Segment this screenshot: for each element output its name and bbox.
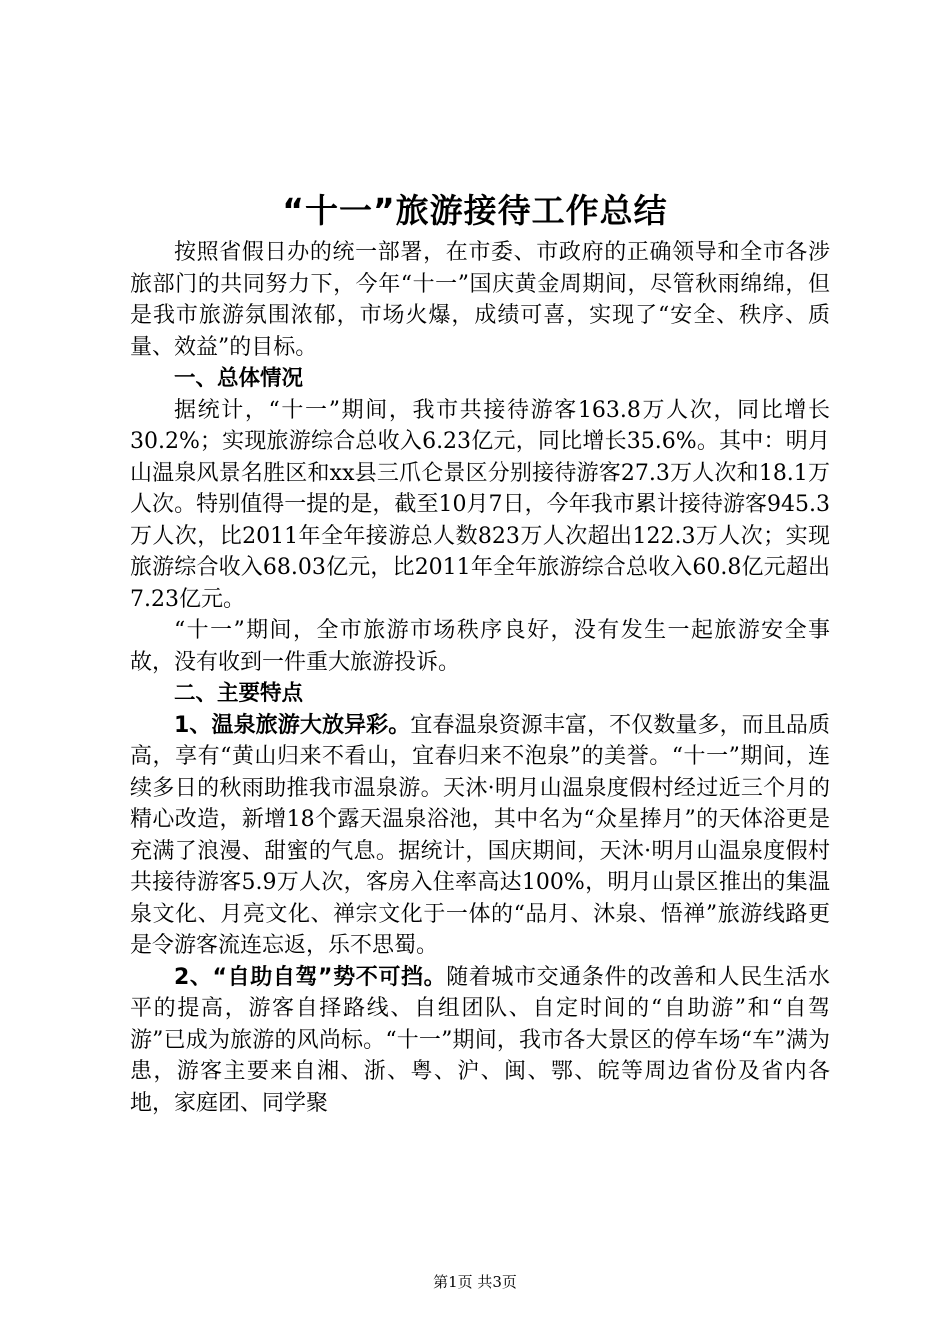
document-body: [130, 237, 830, 1119]
document-title: “十一”旅游接待工作总结: [282, 191, 668, 230]
feature-hot-spring-text: 宜春温泉资源丰富，不仅数量多，而且品质高，享有“黄山归来不看山，宜春归来不泡泉”的美誉。“十一”期间，连续多日的秋雨助推我市温泉游。天沐·明月山温泉度假村经过近三个月的精心改造，新增18个露天温泉浴池，其中名为“众星捧月”的天体浴更是充满了浪漫、甜蜜的气息。据统计，国庆期间，天沐·明月山温泉度假村共接待游客5.9万人次，客房入住率高达100%，明月山景区推出的集温泉文化、月亮文化、禅宗文化于一体的“品月、沐泉、悟禅”旅游线路更是令游客流连忘返，乐不思蜀。: [130, 712, 830, 958]
feature-hot-spring-lead: 1、温泉旅游大放异彩。: [174, 712, 411, 738]
feature-self-drive-paragraph: [130, 962, 830, 1120]
page-footer: 第1页 共3页: [433, 1273, 517, 1291]
section-heading-features: 二、主要特点: [174, 681, 304, 706]
feature-self-drive-lead: 2、“自助自驾”势不可挡。: [174, 964, 447, 990]
market-order-paragraph: “十一”期间，全市旅游市场秩序良好，没有发生一起旅游安全事故，没有收到一件重大旅游投诉。: [130, 618, 830, 675]
section-heading-overview: 一、总体情况: [174, 366, 304, 391]
overview-statistics-paragraph: 据统计，“十一”期间，我市共接待游客163.8万人次，同比增长30.2%；实现旅游综合总收入6.23亿元，同比增长35.6%。其中：明月山温泉风景名胜区和xx县三爪仑景区分别接待游客27.3万人次和18.1万人次。特别值得一提的是，截至10月7日，今年我市累计接待游客945.3万人次，比2011年全年接游总人数823万人次超出122.3万人次；实现旅游综合收入68.03亿元，比2011年全年旅游综合总收入60.8亿元超出7.23亿元。: [130, 397, 830, 612]
feature-self-drive-text: 随着城市交通条件的改善和人民生活水平的提高，游客自择路线、自组团队、自定时间的“自助游”和“自驾游”已成为旅游的风尚标。“十一”期间，我市各大景区的停车场“车”满为患，游客主要来自湘、浙、粤、沪、闽、鄂、皖等周边省份及省内各地，家庭团、同学聚: [130, 964, 830, 1116]
intro-paragraph: 按照省假日办的统一部署，在市委、市政府的正确领导和全市各涉旅部门的共同努力下，今年“十一”国庆黄金周期间，尽管秋雨绵绵，但是我市旅游氛围浓郁，市场火爆，成绩可喜，实现了“安全、秩序、质量、效益”的目标。: [130, 240, 830, 360]
feature-hot-spring-paragraph: [130, 710, 830, 962]
